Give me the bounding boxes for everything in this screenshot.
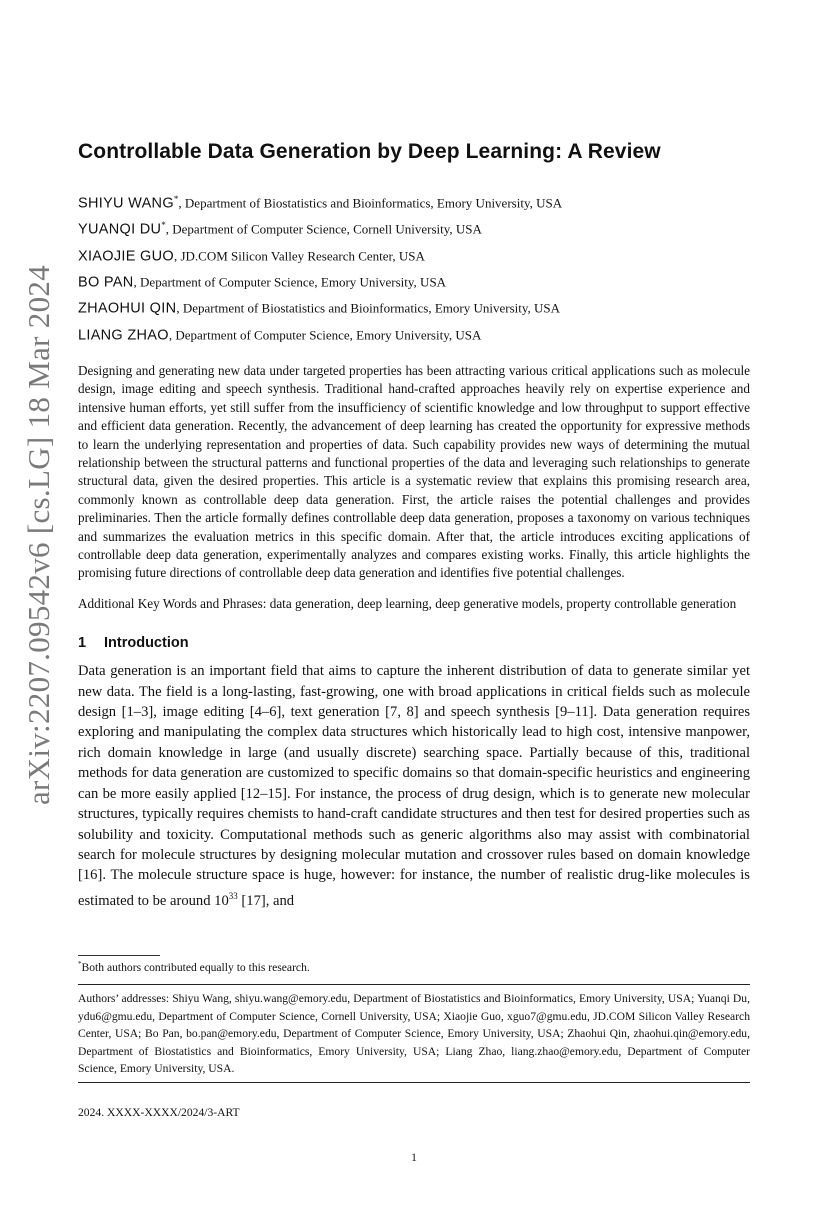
intro-exponent: 33 [228,890,238,901]
author-addresses: Authors’ addresses: Shiyu Wang, shiyu.wang@emory.edu, Department of Biostatistics and Bioinformatics, Emory University, USA; Yuanqi Du, ydu6@gmu.edu, Department of Computer Science, Cornell University, USA; Xiaojie Guo, xguo7@gmu.edu, JD.COM Silicon Valley Research Center, USA; Bo Pan, bo.pan@emory.edu, Department of Computer Science, Emory University, USA; Zhaohui Qin, zhaohui.qin@emory.edu, Department of Biostatistics and Bioinformatics, Emory University, USA; Liang Zhao, liang.zhao@emory.edu, Department of Computer Science, Emory University, USA. [78,992,750,1076]
paper-title: Controllable Data Generation by Deep Learning: A Review [78,140,661,163]
author-name: BO PAN [78,274,134,291]
author-affiliation: , Department of Computer Science, Cornell University, USA [165,221,482,237]
author-name: XIAOJIE GUO [78,247,174,264]
arxiv-sidebar-stamp [14,240,64,830]
author-line [78,188,750,214]
footnote-text: Both authors contributed equally to this research. [81,960,310,974]
author-mark: * [161,220,166,231]
author-affiliation: , JD.COM Silicon Valley Research Center, USA [173,247,425,263]
intro-text-end: [17], and [237,892,295,909]
intro-text: Data generation is an important field that aims to capture the inherent distribution of data to generate similar yet new data. The field is a long-lasting, fast-growing, one with broad applications in critical fields such as molecule design [1–3], image editing [4–6], text generation [7, 8] and speech synthesis [9–11]. Data generation requires exploring and manipulating the complex data structures which historically lead to high cost, intensive manpower, rich domain knowledge in large (and usually discrete) searching space. Partially because of this, traditional methods for data generation are customized to specific domains so that domain-specific heuristics and engineering can be more easily applied [12–15]. For instance, the process of drug design, which is to generate new molecular structures, typically requires chemists to hand-craft candidate structures and then test for desired properties such as solubility and toxicity. Computational methods such as generic algorithms also may assist with combinatorial search for molecule structures by designing molecular mutation and crossover rules based on domain knowledge [16]. The molecule structure space is huge, however: for instance, the number of realistic drug-like molecules is estimated to be around 10 [78,663,750,909]
footnote-rule [78,955,160,956]
section-title: Introduction [104,635,189,652]
keywords: Additional Key Words and Phrases: data generation, deep learning, deep generative models, property controllable generation [78,595,737,611]
author-name: LIANG ZHAO [78,326,169,343]
addresses-bottom-rule [78,1082,750,1083]
author-affiliation: , Department of Computer Science, Emory University, USA [168,326,482,342]
introduction-paragraph [78,661,750,911]
author-affiliation: , Department of Biostatistics and Bioinformatics, Emory University, USA [178,195,563,211]
author-name: ZHAOHUI QIN [78,300,177,317]
citation-line: 2024. XXXX-XXXX/2024/3-ART [78,1106,240,1119]
paper-first-page [78,140,750,911]
author-affiliation: , Department of Computer Science, Emory University, USA [133,274,447,290]
author-name: YUANQI DU [78,221,162,238]
page-number: 1 [411,1151,417,1164]
addresses-top-rule [78,984,750,985]
author-line [78,320,750,346]
section-number: 1 [78,635,87,652]
section-heading [78,635,750,651]
author-line [78,293,750,319]
author-mark: * [173,194,179,204]
author-line [78,214,750,240]
author-affiliation: , Department of Biostatistics and Bioinformatics, Emory University, USA [176,300,561,316]
author-line [78,241,750,267]
author-list [78,188,750,346]
author-name: SHIYU WANG [78,195,174,212]
footnote-mark: * [78,960,82,968]
author-line [78,267,750,293]
footnote [78,960,310,974]
arxiv-identifier: arXiv:2207.09542v6 [cs.LG] 18 Mar 2024 [21,264,57,806]
abstract: Designing and generating new data under targeted properties has been attracting various critical applications such as molecule design, image editing and speech synthesis. Traditional hand-crafted approaches heavily rely on expertise experience and intensive human efforts, yet still suffer from the insufficiency of scientific knowledge and low throughput to support effective and efficient data generation. Recently, the advancement of deep learning has created the opportunity for expressive methods to learn the underlying representation and properties of data. Such capability provides new ways of determining the mutual relationship between the structural patterns and functional properties of the data and leveraging such relationships to generate structural data, given the desired properties. This article is a systematic review that explains this promising research area, commonly known as controllable deep data generation. First, the article raises the potential challenges and provides preliminaries. Then the article formally defines controllable deep data generation, proposes a taxonomy on various techniques and summarizes the evaluation metrics in this specific domain. After that, the article introduces exciting applications of controllable deep data generation, experimentally analyzes and compares existing works. Finally, this article highlights the promising future directions of controllable deep data generation and identifies five potential challenges. [78,362,750,581]
